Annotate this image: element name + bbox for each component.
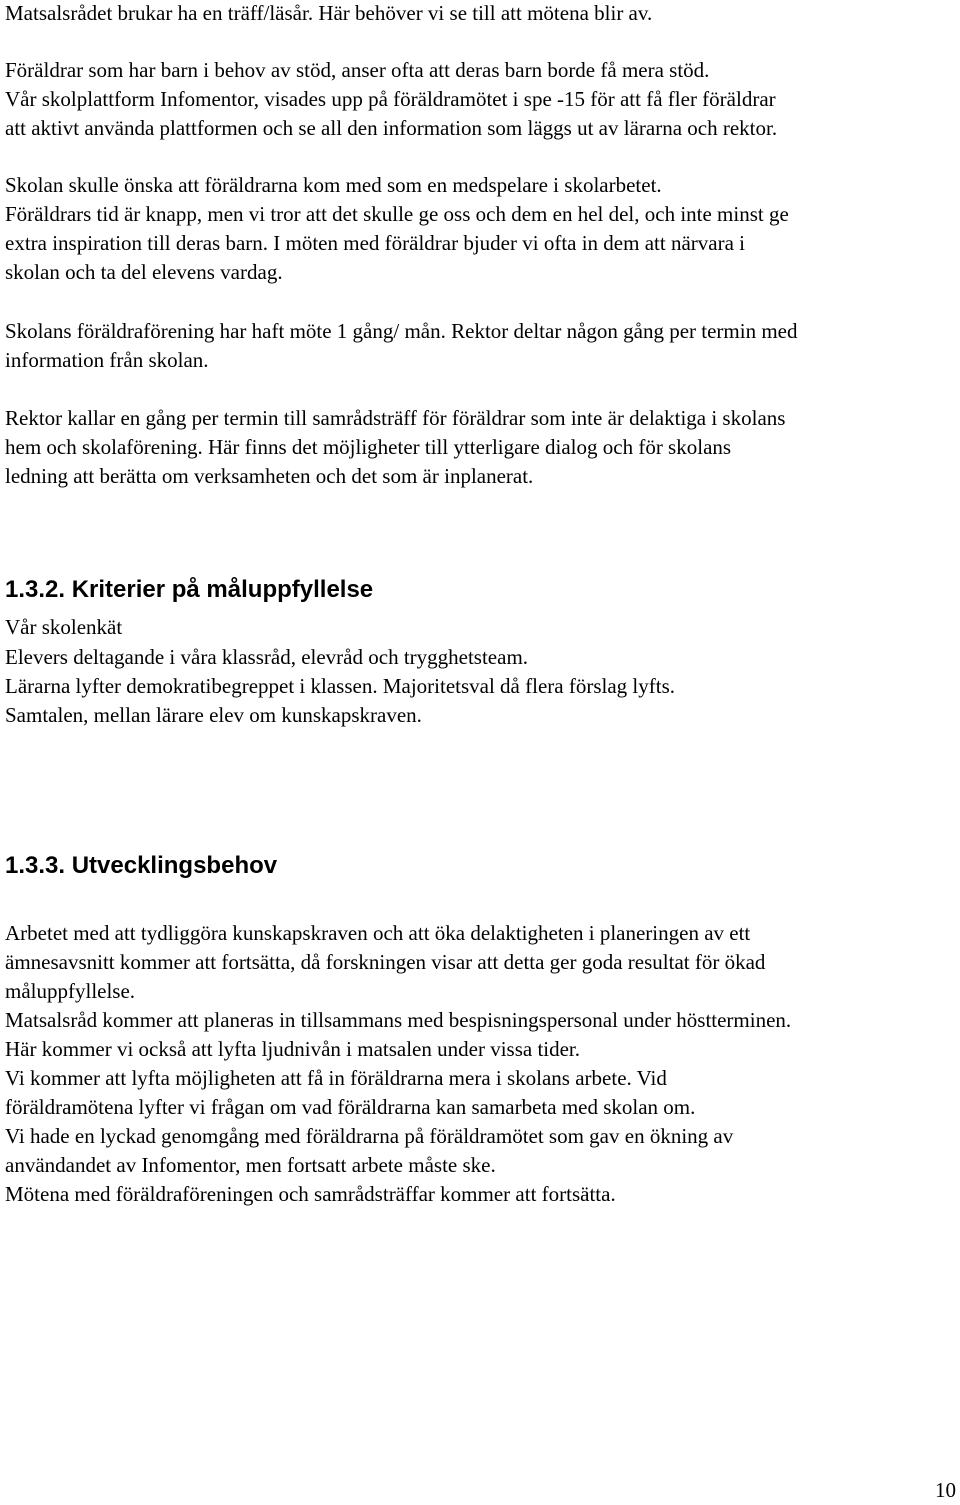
body-text-line: att aktivt använda plattformen och se all den information som läggs ut av lärarna och rektor. xyxy=(5,116,778,140)
body-text-line: hem och skolaförening. Här finns det möjligheter till ytterligare dialog och för skolans xyxy=(5,435,732,459)
body-text-line: Vi hade en lyckad genomgång med föräldrarna på föräldramötet som gav en ökning av xyxy=(5,1124,734,1148)
body-text-line: Matsalsråd kommer att planeras in tillsammans med bespisningspersonal under höstterminen. xyxy=(5,1008,792,1032)
section-heading: 1.3.3. Utvecklingsbehov xyxy=(5,852,278,879)
page-number: 10 xyxy=(935,1478,956,1502)
body-text-line: Mötena med föräldraföreningen och samrådsträffar kommer att fortsätta. xyxy=(5,1182,616,1206)
body-text-line: Vår skolplattform Infomentor, visades upp på föräldramötet i spe -15 för att få fler föräldrar xyxy=(5,87,776,111)
body-text-line: Arbetet med att tydliggöra kunskapskraven och att öka delaktigheten i planeringen av ett xyxy=(5,921,751,945)
body-text-line: information från skolan. xyxy=(5,348,209,372)
body-text-line: Vi kommer att lyfta möjligheten att få in föräldrarna mera i skolans arbete. Vid xyxy=(5,1066,667,1090)
body-text-line: Samtalen, mellan lärare elev om kunskapskraven. xyxy=(5,703,422,727)
body-text-line: Skolan skulle önska att föräldrarna kom med som en medspelare i skolarbetet. xyxy=(5,173,662,197)
body-text-line: Föräldrar som har barn i behov av stöd, anser ofta att deras barn borde få mera stöd. xyxy=(5,58,710,82)
body-text-line: föräldramötena lyfter vi frågan om vad föräldrarna kan samarbeta med skolan om. xyxy=(5,1095,696,1119)
body-text-line: Rektor kallar en gång per termin till samrådsträff för föräldrar som inte är delaktiga i skolans xyxy=(5,406,786,430)
body-text-line: extra inspiration till deras barn. I möten med föräldrar bjuder vi ofta in dem att närvara i xyxy=(5,231,745,255)
body-text-line: ämnesavsnitt kommer att fortsätta, då forskningen visar att detta ger goda resultat för ökad xyxy=(5,950,766,974)
body-text-line: Här kommer vi också att lyfta ljudnivån i matsalen under vissa tider. xyxy=(5,1037,581,1061)
body-text-line: Elevers deltagande i våra klassråd, elevråd och trygghetsteam. xyxy=(5,645,529,669)
body-text-line: Matsalsrådet brukar ha en träff/läsår. Här behöver vi se till att mötena blir av. xyxy=(5,1,653,25)
body-text-line: Skolans föräldraförening har haft möte 1 gång/ mån. Rektor deltar någon gång per termin med xyxy=(5,319,798,343)
body-text-line: Vår skolenkät xyxy=(5,615,123,639)
body-text-line: användandet av Infomentor, men fortsatt arbete måste ske. xyxy=(5,1153,496,1177)
body-text-line: skolan och ta del elevens vardag. xyxy=(5,260,283,284)
body-text-line: Lärarna lyfter demokratibegreppet i klassen. Majoritetsval då flera förslag lyfts. xyxy=(5,674,675,698)
body-text-line: måluppfyllelse. xyxy=(5,979,136,1003)
section-heading: 1.3.2. Kriterier på måluppfyllelse xyxy=(5,576,374,603)
body-text-line: ledning att berätta om verksamheten och det som är inplanerat. xyxy=(5,464,534,488)
body-text-line: Föräldrars tid är knapp, men vi tror att det skulle ge oss och dem en hel del, och inte minst ge xyxy=(5,202,789,226)
